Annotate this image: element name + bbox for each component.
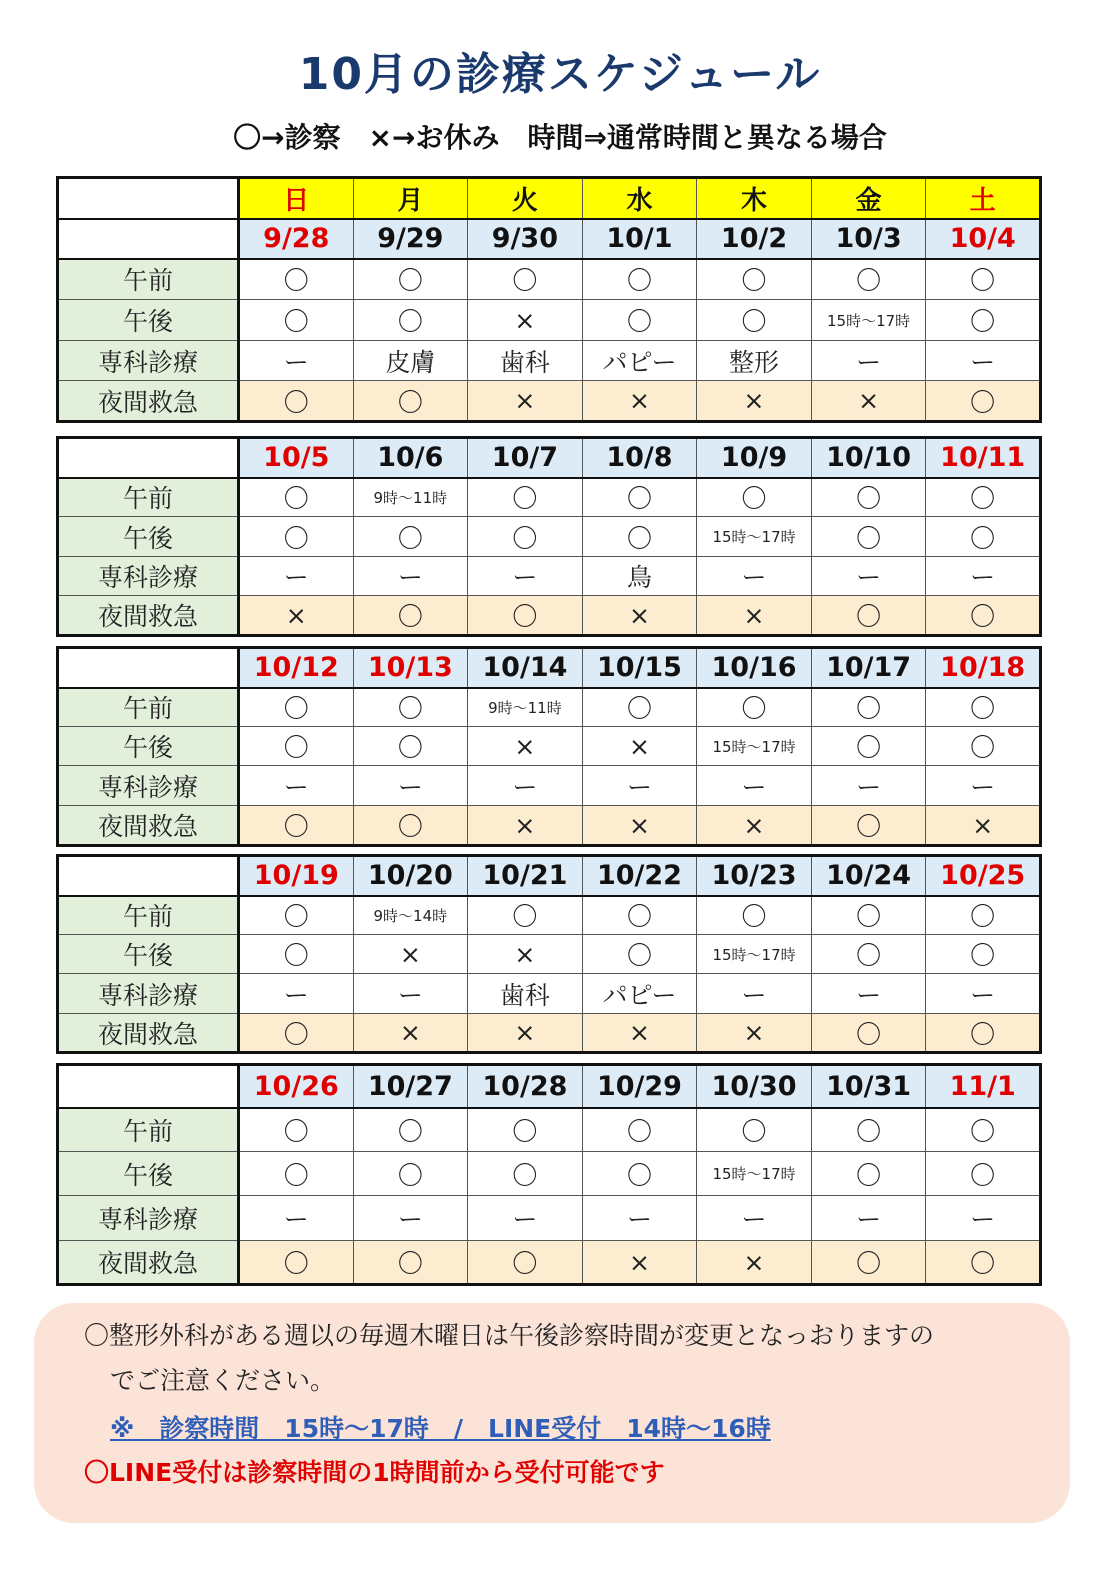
afternoon-cell: 〇 xyxy=(239,1152,354,1196)
morning-cell: 〇 xyxy=(582,1108,697,1152)
date-row xyxy=(58,648,1041,688)
specialty-cell: ー xyxy=(239,557,354,596)
date-row-blank-cell xyxy=(58,438,239,478)
date-cell: 10/24 xyxy=(811,856,926,896)
morning-cell: 9時～11時 xyxy=(468,688,583,727)
night-cell: × xyxy=(239,596,354,636)
morning-cell: 〇 xyxy=(239,1108,354,1152)
date-cell: 10/29 xyxy=(582,1065,697,1108)
night-cell: 〇 xyxy=(468,596,583,636)
specialty-cell: ー xyxy=(239,974,354,1014)
date-cell: 10/12 xyxy=(239,648,354,688)
afternoon-cell: 〇 xyxy=(926,1152,1041,1196)
legend: 〇→診察 ×→お休み 時間⇒通常時間と異なる場合 xyxy=(233,121,887,154)
night-cell: 〇 xyxy=(811,806,926,846)
date-cell: 10/23 xyxy=(697,856,812,896)
date-row-blank-cell xyxy=(58,1065,239,1108)
morning-cell: 〇 xyxy=(239,259,354,300)
morning-cell: 〇 xyxy=(697,478,812,517)
date-row-blank-cell xyxy=(58,856,239,896)
date-cell: 9/30 xyxy=(468,219,583,259)
specialty-cell: ー xyxy=(811,1196,926,1241)
afternoon-cell: 〇 xyxy=(468,1152,583,1196)
night-cell: 〇 xyxy=(239,1241,354,1285)
specialty-cell: ー xyxy=(926,341,1041,381)
morning-cell: 〇 xyxy=(239,478,354,517)
afternoon-cell: 15時～17時 xyxy=(697,935,812,974)
date-cell: 10/30 xyxy=(697,1065,812,1108)
date-cell: 10/18 xyxy=(926,648,1041,688)
row-label: 午後 xyxy=(58,517,239,557)
date-cell: 10/5 xyxy=(239,438,354,478)
row-label: 夜間救急 xyxy=(58,806,239,846)
night-cell: 〇 xyxy=(353,596,468,636)
afternoon-cell: 〇 xyxy=(239,300,354,341)
weekday-header: 火 xyxy=(468,178,583,219)
afternoon-cell: 〇 xyxy=(582,300,697,341)
row-label: 午前 xyxy=(58,688,239,727)
night-cell: × xyxy=(697,806,812,846)
header-blank-cell xyxy=(58,178,239,219)
specialty-cell: ー xyxy=(239,341,354,381)
afternoon-cell: 〇 xyxy=(811,935,926,974)
morning-cell: 9時～14時 xyxy=(353,896,468,935)
row-label: 専科診療 xyxy=(58,766,239,806)
night-cell: 〇 xyxy=(811,596,926,636)
night-cell: 〇 xyxy=(353,806,468,846)
morning-cell: 〇 xyxy=(811,688,926,727)
night-cell: × xyxy=(811,381,926,422)
specialty-cell: ー xyxy=(468,766,583,806)
row-night xyxy=(58,596,1041,636)
specialty-cell: ー xyxy=(353,1196,468,1241)
specialty-cell: ー xyxy=(697,1196,812,1241)
night-cell: 〇 xyxy=(239,806,354,846)
row-specialty xyxy=(58,341,1041,381)
afternoon-cell: 〇 xyxy=(353,727,468,766)
specialty-cell: ー xyxy=(239,766,354,806)
night-cell: × xyxy=(926,806,1041,846)
morning-cell: 〇 xyxy=(468,478,583,517)
afternoon-cell: 〇 xyxy=(926,300,1041,341)
night-cell: × xyxy=(582,381,697,422)
afternoon-cell: 〇 xyxy=(582,935,697,974)
row-label: 夜間救急 xyxy=(58,1241,239,1285)
morning-cell: 〇 xyxy=(697,896,812,935)
night-cell: 〇 xyxy=(926,1241,1041,1285)
weekday-header: 木 xyxy=(697,178,812,219)
row-night xyxy=(58,806,1041,846)
morning-cell: 〇 xyxy=(697,259,812,300)
specialty-cell: 歯科 xyxy=(468,341,583,381)
specialty-cell: ー xyxy=(353,557,468,596)
week-table-3 xyxy=(56,646,1042,847)
morning-cell: 〇 xyxy=(926,478,1041,517)
night-cell: × xyxy=(697,1241,812,1285)
morning-cell: 〇 xyxy=(239,688,354,727)
date-cell: 10/26 xyxy=(239,1065,354,1108)
row-label: 午前 xyxy=(58,478,239,517)
night-cell: × xyxy=(468,1014,583,1053)
specialty-cell: ー xyxy=(353,974,468,1014)
specialty-cell: ー xyxy=(697,557,812,596)
afternoon-cell: 〇 xyxy=(926,517,1041,557)
date-cell: 11/1 xyxy=(926,1065,1041,1108)
afternoon-cell: 〇 xyxy=(239,935,354,974)
specialty-cell: ー xyxy=(697,974,812,1014)
row-label: 午前 xyxy=(58,1108,239,1152)
week-table-5 xyxy=(56,1063,1042,1286)
note-line-1: 〇整形外科がある週以の毎週木曜日は午後診察時間が変更となっおりますの xyxy=(84,1321,935,1350)
row-afternoon xyxy=(58,727,1041,766)
night-cell: 〇 xyxy=(926,381,1041,422)
specialty-cell: ー xyxy=(926,557,1041,596)
afternoon-cell: 〇 xyxy=(926,935,1041,974)
row-night xyxy=(58,1014,1041,1053)
afternoon-cell: 〇 xyxy=(353,300,468,341)
specialty-cell: ー xyxy=(582,1196,697,1241)
specialty-cell: ー xyxy=(353,766,468,806)
note-line-2: でご注意ください。 xyxy=(110,1366,336,1395)
row-afternoon xyxy=(58,1152,1041,1196)
date-cell: 10/1 xyxy=(582,219,697,259)
date-row-blank-cell xyxy=(58,219,239,259)
date-cell: 10/31 xyxy=(811,1065,926,1108)
afternoon-cell: × xyxy=(353,935,468,974)
date-cell: 10/16 xyxy=(697,648,812,688)
night-cell: 〇 xyxy=(926,1014,1041,1053)
date-cell: 10/20 xyxy=(353,856,468,896)
morning-cell: 〇 xyxy=(468,1108,583,1152)
date-cell: 10/21 xyxy=(468,856,583,896)
date-row xyxy=(58,219,1041,259)
afternoon-cell: 15時～17時 xyxy=(697,727,812,766)
row-morning xyxy=(58,478,1041,517)
row-label: 専科診療 xyxy=(58,974,239,1014)
afternoon-cell: 〇 xyxy=(582,517,697,557)
date-row xyxy=(58,856,1041,896)
afternoon-cell: 15時～17時 xyxy=(697,517,812,557)
specialty-cell: ー xyxy=(811,341,926,381)
specialty-cell: ー xyxy=(811,974,926,1014)
night-cell: × xyxy=(582,1014,697,1053)
note-hours-link[interactable]: ※ 診察時間 15時～17時 / LINE受付 14時～16時 xyxy=(110,1414,771,1443)
specialty-cell: ー xyxy=(697,766,812,806)
night-cell: 〇 xyxy=(811,1241,926,1285)
specialty-cell: ー xyxy=(811,557,926,596)
night-cell: × xyxy=(582,596,697,636)
specialty-cell: 鳥 xyxy=(582,557,697,596)
night-cell: × xyxy=(697,381,812,422)
date-cell: 10/9 xyxy=(697,438,812,478)
morning-cell: 〇 xyxy=(697,688,812,727)
row-afternoon xyxy=(58,300,1041,341)
date-row xyxy=(58,1065,1041,1108)
page-title: 10月の診療スケジュール xyxy=(298,49,822,100)
afternoon-cell: 15時～17時 xyxy=(697,1152,812,1196)
week-table-4 xyxy=(56,854,1042,1054)
specialty-cell: ー xyxy=(926,1196,1041,1241)
specialty-cell: 歯科 xyxy=(468,974,583,1014)
date-cell: 10/15 xyxy=(582,648,697,688)
weekday-header: 月 xyxy=(353,178,468,219)
afternoon-cell: 〇 xyxy=(811,517,926,557)
afternoon-cell: 〇 xyxy=(697,300,812,341)
row-specialty xyxy=(58,557,1041,596)
specialty-cell: ー xyxy=(239,1196,354,1241)
row-label: 夜間救急 xyxy=(58,596,239,636)
row-specialty xyxy=(58,974,1041,1014)
afternoon-cell: 〇 xyxy=(811,727,926,766)
weekday-header-row xyxy=(58,178,1041,219)
night-cell: × xyxy=(468,806,583,846)
morning-cell: 〇 xyxy=(582,259,697,300)
morning-cell: 〇 xyxy=(811,478,926,517)
date-cell: 10/28 xyxy=(468,1065,583,1108)
specialty-cell: パピー xyxy=(582,974,697,1014)
weekday-header: 土 xyxy=(926,178,1041,219)
afternoon-cell: × xyxy=(582,727,697,766)
row-morning xyxy=(58,259,1041,300)
specialty-cell: パピー xyxy=(582,341,697,381)
morning-cell: 〇 xyxy=(353,688,468,727)
date-row xyxy=(58,438,1041,478)
date-row-blank-cell xyxy=(58,648,239,688)
week-table-2 xyxy=(56,436,1042,637)
night-cell: × xyxy=(468,381,583,422)
row-label: 専科診療 xyxy=(58,557,239,596)
afternoon-cell: × xyxy=(468,935,583,974)
morning-cell: 〇 xyxy=(697,1108,812,1152)
row-specialty xyxy=(58,1196,1041,1241)
afternoon-cell: × xyxy=(468,727,583,766)
morning-cell: 〇 xyxy=(926,896,1041,935)
night-cell: 〇 xyxy=(926,596,1041,636)
morning-cell: 〇 xyxy=(811,259,926,300)
note-line-line-reception: 〇LINE受付は診察時間の1時間前から受付可能です xyxy=(84,1458,665,1487)
weekday-header: 日 xyxy=(239,178,354,219)
date-cell: 10/14 xyxy=(468,648,583,688)
morning-cell: 〇 xyxy=(926,688,1041,727)
morning-cell: 〇 xyxy=(582,478,697,517)
row-label: 夜間救急 xyxy=(58,381,239,422)
date-cell: 10/17 xyxy=(811,648,926,688)
date-cell: 10/13 xyxy=(353,648,468,688)
night-cell: 〇 xyxy=(239,381,354,422)
row-night xyxy=(58,381,1041,422)
date-cell: 10/11 xyxy=(926,438,1041,478)
row-morning xyxy=(58,896,1041,935)
specialty-cell: ー xyxy=(468,557,583,596)
weekday-header: 金 xyxy=(811,178,926,219)
date-cell: 9/29 xyxy=(353,219,468,259)
date-cell: 10/7 xyxy=(468,438,583,478)
row-morning xyxy=(58,1108,1041,1152)
night-cell: × xyxy=(697,1014,812,1053)
date-cell: 10/25 xyxy=(926,856,1041,896)
row-morning xyxy=(58,688,1041,727)
night-cell: 〇 xyxy=(811,1014,926,1053)
afternoon-cell: 〇 xyxy=(239,727,354,766)
date-cell: 10/6 xyxy=(353,438,468,478)
afternoon-cell: 〇 xyxy=(353,517,468,557)
row-specialty xyxy=(58,766,1041,806)
specialty-cell: ー xyxy=(468,1196,583,1241)
afternoon-cell: 〇 xyxy=(239,517,354,557)
specialty-cell: ー xyxy=(582,766,697,806)
row-label: 午後 xyxy=(58,1152,239,1196)
night-cell: × xyxy=(697,596,812,636)
morning-cell: 9時～11時 xyxy=(353,478,468,517)
date-cell: 10/19 xyxy=(239,856,354,896)
row-label: 午後 xyxy=(58,727,239,766)
weekday-header: 水 xyxy=(582,178,697,219)
row-afternoon xyxy=(58,935,1041,974)
afternoon-cell: × xyxy=(468,300,583,341)
date-cell: 10/2 xyxy=(697,219,812,259)
date-cell: 10/27 xyxy=(353,1065,468,1108)
night-cell: 〇 xyxy=(468,1241,583,1285)
specialty-cell: ー xyxy=(926,766,1041,806)
row-label: 午後 xyxy=(58,935,239,974)
morning-cell: 〇 xyxy=(353,259,468,300)
row-label: 午前 xyxy=(58,896,239,935)
afternoon-cell: 〇 xyxy=(926,727,1041,766)
specialty-cell: ー xyxy=(926,974,1041,1014)
notes-box xyxy=(34,1303,1070,1523)
afternoon-cell: 〇 xyxy=(353,1152,468,1196)
date-cell: 10/8 xyxy=(582,438,697,478)
specialty-cell: 皮膚 xyxy=(353,341,468,381)
row-label: 午後 xyxy=(58,300,239,341)
night-cell: 〇 xyxy=(353,1241,468,1285)
morning-cell: 〇 xyxy=(353,1108,468,1152)
morning-cell: 〇 xyxy=(582,896,697,935)
night-cell: 〇 xyxy=(239,1014,354,1053)
morning-cell: 〇 xyxy=(811,896,926,935)
afternoon-cell: 〇 xyxy=(468,517,583,557)
night-cell: × xyxy=(353,1014,468,1053)
morning-cell: 〇 xyxy=(926,259,1041,300)
afternoon-cell: 〇 xyxy=(582,1152,697,1196)
date-cell: 10/4 xyxy=(926,219,1041,259)
specialty-cell: ー xyxy=(811,766,926,806)
row-night xyxy=(58,1241,1041,1285)
week-table-1 xyxy=(56,176,1042,423)
date-cell: 10/3 xyxy=(811,219,926,259)
morning-cell: 〇 xyxy=(582,688,697,727)
date-cell: 10/10 xyxy=(811,438,926,478)
row-label: 専科診療 xyxy=(58,341,239,381)
morning-cell: 〇 xyxy=(811,1108,926,1152)
specialty-cell: 整形 xyxy=(697,341,812,381)
night-cell: × xyxy=(582,1241,697,1285)
row-label: 専科診療 xyxy=(58,1196,239,1241)
morning-cell: 〇 xyxy=(239,896,354,935)
row-label: 夜間救急 xyxy=(58,1014,239,1053)
night-cell: × xyxy=(582,806,697,846)
row-label: 午前 xyxy=(58,259,239,300)
afternoon-cell: 〇 xyxy=(811,1152,926,1196)
afternoon-cell: 15時～17時 xyxy=(811,300,926,341)
date-cell: 10/22 xyxy=(582,856,697,896)
date-cell: 9/28 xyxy=(239,219,354,259)
row-afternoon xyxy=(58,517,1041,557)
morning-cell: 〇 xyxy=(926,1108,1041,1152)
night-cell: 〇 xyxy=(353,381,468,422)
morning-cell: 〇 xyxy=(468,259,583,300)
morning-cell: 〇 xyxy=(468,896,583,935)
